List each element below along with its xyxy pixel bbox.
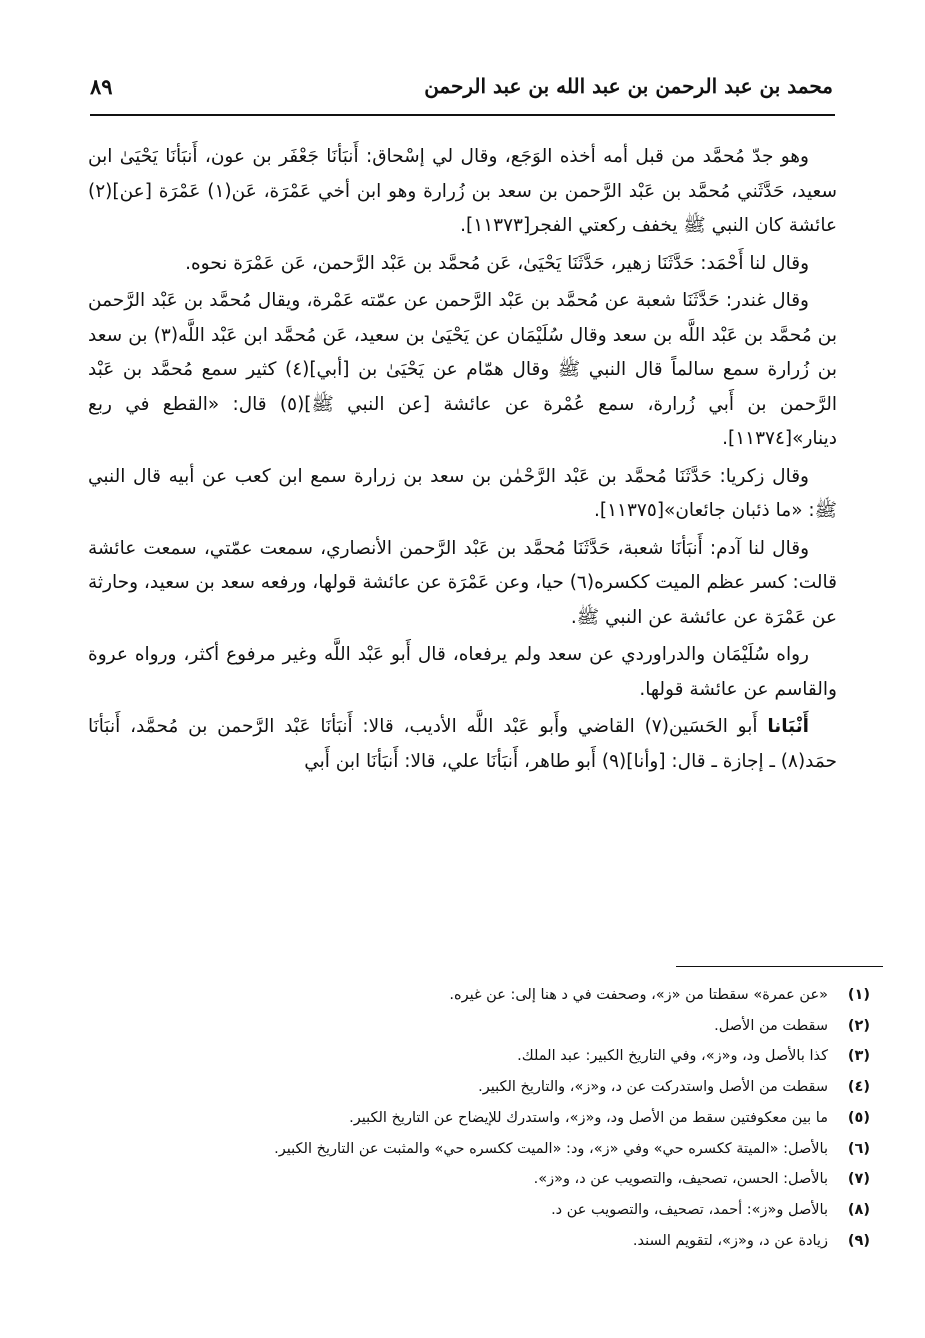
- page-header: [90, 68, 833, 108]
- paragraph: وهو جدّ مُحمَّد من قبل أمه أخذه الوَجَع، وقال لي إسْحاق: أَنبَأنَا جَعْفَر بن عون، أَنبَأنَا يَحْيَىٰ ابن سعيد، حَدَّثَني مُحمَّد بن عَبْد الرَّحمن بن سعد بن زُرارة وهو ابن أخي عَمْرَة، عَن(١) عَمْرَة [عن](٢) عائشة كان النبي ﷺ يخفف ركعتي الفجر[١١٣٧٣].: [88, 146, 837, 236]
- footnote-number: (٧): [847, 1171, 870, 1188]
- footnote-number: (٦): [847, 1140, 870, 1157]
- paragraph: وقال لنا أَحْمَد: حَدَّثَنَا زهير، حَدَّثَنَا يَحْيَىٰ، عَن مُحمَّد بن عَبْد الرَّحمن، عَن عَمْرَة نحوه.: [185, 252, 809, 274]
- page-number: ٨٩: [90, 74, 113, 99]
- footnote-text: بالأصل: «الميتة ككسره حي» وفي «ز»، ود: «الميت ككسره حي» والمثبت عن التاريخ الكبير.: [274, 1140, 828, 1157]
- footnote-text: سقطت من الأصل.: [714, 1017, 828, 1034]
- footnote-number: (٨): [847, 1201, 870, 1218]
- paragraph: رواه سُلَيْمَان والدراوردي عن سعد ولم يرفعاه، قال أَبو عَبْد اللَّه وغير مرفوع أكثر، ورواه عروة والقاسم عن عائشة قولها.: [88, 644, 837, 700]
- footnote: [88, 1195, 870, 1226]
- footnote-number: (٤): [847, 1079, 870, 1096]
- footnote-divider: [676, 966, 883, 967]
- paragraph-text: أَبو الحَسَين(٧) القاضي وأَبو عَبْد اللَّه الأديب، قالا: أَنبَأنَا عَبْد الرَّحمن بن مُحمَّد، أَنبَأنَا حمَد(٨) ـ إجازة ـ قال: [وأنا](٩) أَبو طاهر، أَنبَأنَا علي، قالا: أَنبَأنَا ابن أَبي: [88, 716, 837, 772]
- footnote-number: (٥): [847, 1109, 870, 1126]
- footnote-text: زيادة عن د، و«ز»، لتقويم السند.: [632, 1232, 828, 1249]
- footnote: [88, 1103, 870, 1134]
- footnote-text: سقطت من الأصل واستدركت عن د، و«ز»، والتاريخ الكبير.: [478, 1079, 828, 1096]
- running-title: محمد بن عبد الرحمن بن عبد الله بن عبد الرحمن: [424, 74, 833, 98]
- footnote: [88, 1164, 870, 1195]
- paragraph-lead-word: أَنْبَانا: [767, 716, 809, 737]
- footnote-text: بالأصل و«ز»: أحمد، تصحيف، والتصويب عن د.: [551, 1201, 828, 1218]
- paragraph: وقال غندر: حَدَّثَنَا شعبة عن مُحمَّد بن عَبْد الرَّحمن عن عمّته عَمْرة، ويقال مُحمَّد بن عَبْد الرَّحمن بن مُحمَّد بن عَبْد اللَّه بن سعد وقال سُلَيْمَان عن يَحْيَىٰ بن سعيد، عَن مُحمَّد ابن عَبْد اللَّه(٣) بن سعد بن زُرارة سمع سالماً قال النبي ﷺ وقال همّام عن يَحْيَىٰ بن [أبي](٤) كثير سمع مُحمَّد بن عَبْد الرَّحمن بن أَبي زُرارة، سمع عُمْرة عن عائشة [عن النبي ﷺ](٥) قال: «القطع في ربع دينار»[١١٣٧٤].: [88, 290, 838, 449]
- footnote-text: «عن عمرة» سقطتا من «ز»، وصحفت في د هنا إلى: عن غيره.: [449, 987, 828, 1003]
- main-text: [88, 140, 837, 779]
- footnote: [88, 1134, 870, 1165]
- paragraph: وقال لنا آدم: أَنبَأنَا شعبة، حَدَّثَنَا مُحمَّد بن عَبْد الرَّحمن الأنصاري، سمعت عمّتي، سمعت عائشة قالت: كسر عظم الميت ككسره(٦) حيا، وعن عَمْرَة عن عائشة قولها، ورفعه سعد بن سعيد، وحارثة عن عَمْرَة عن عائشة عن النبي ﷺ.: [88, 537, 837, 628]
- footnotes: [88, 980, 870, 1256]
- footnote: [88, 1072, 870, 1103]
- footnote-text: بالأصل: الحسن، تصحيف، والتصويب عن د، و«ز».: [533, 1171, 828, 1188]
- footnote-number: (١): [847, 987, 870, 1003]
- footnote: [88, 980, 870, 1011]
- footnote-number: (٢): [847, 1017, 870, 1034]
- footnote-text: كذا بالأصل ود، و«ز»، وفي التاريخ الكبير: عبد الملك.: [517, 1048, 828, 1065]
- header-divider: [90, 114, 835, 116]
- paragraph-last: [88, 710, 837, 779]
- paragraph: وقال زكريا: حَدَّثَنَا مُحمَّد بن عَبْد الرَّحْمٰن بن سعد بن زرارة سمع ابن كعب عن أبيه قال النبي ﷺ: «ما ذئبان جائعان»[١١٣٧٥].: [88, 465, 837, 521]
- footnote: [88, 1011, 870, 1042]
- footnote-text: ما بين معكوفتين سقط من الأصل ود، و«ز»، واستدرك للإيضاح عن التاريخ الكبير.: [349, 1109, 828, 1126]
- footnote: [88, 1226, 870, 1257]
- footnote-number: (٩): [847, 1232, 870, 1249]
- footnote-number: (٣): [847, 1048, 870, 1065]
- footnote: [88, 1041, 870, 1072]
